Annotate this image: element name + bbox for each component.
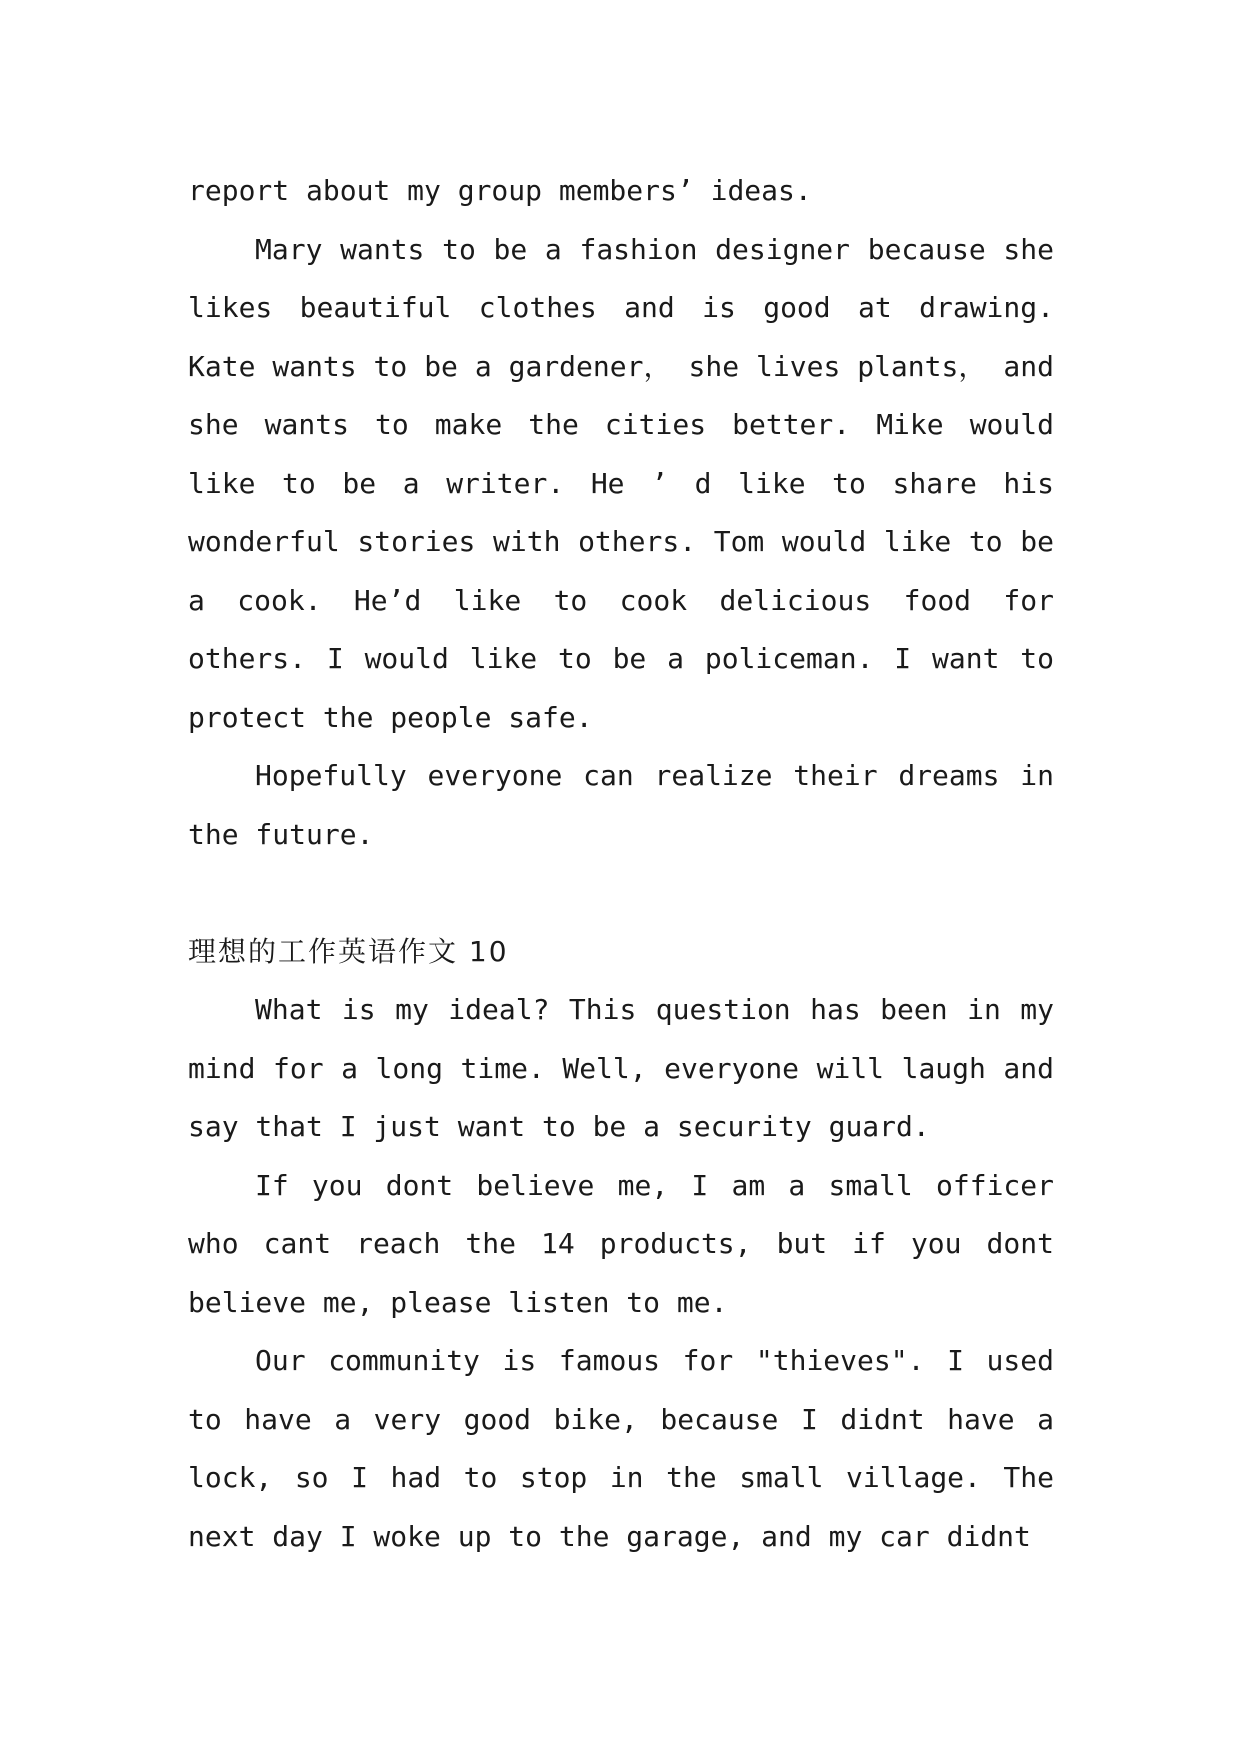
document-body: [188, 162, 1054, 1566]
paragraph-continuation: report about my group members’ ideas.: [188, 174, 812, 207]
paragraph-group-members: Mary wants to be a fashion designer because she likes beautiful clothes and is good at drawing. Kate wants to be a gardener， she lives plants， and she wants to make the cities better. Mike would like to be a writer. He ’ d like to share his wonderful stories with others. Tom would like to be a cook. He’d like to cook delicious food for others. I would like to be a policeman. I want to protect the people safe.: [188, 232, 1054, 734]
paragraph-hopefully: Hopefully everyone can realize their dreams in the future.: [188, 759, 1054, 851]
paragraph-community: Our community is famous for "thieves". I used to have a very good bike, because I didnt have a lock, so I had to stop in the small village. The next day I woke up to the garage, and my car didnt: [188, 1344, 1054, 1553]
paragraph-ideal: What is my ideal? This question has been in my mind for a long time. Well, everyone will laugh and say that I just want to be a security guard.: [188, 993, 1054, 1143]
section-spacer: [188, 864, 1054, 923]
section-heading: 理想的工作英语作文 10: [188, 934, 509, 968]
paragraph-believe-me: If you dont believe me, I am a small officer who cant reach the 14 products, but if you dont believe me, please listen to me.: [188, 1168, 1054, 1319]
